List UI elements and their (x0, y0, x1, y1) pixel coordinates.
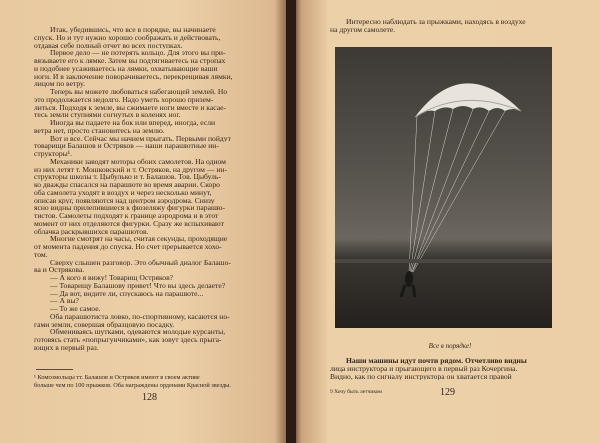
text-line: ноги. И в заключение поворачиваетесь, перекрещивая лямки, (34, 72, 233, 81)
page-number-left: 128 (142, 392, 157, 403)
text-line: структоры школы т. Цыбулько и т. Балашов. Тов. Цыбуль- (34, 173, 221, 181)
text-line: это продолжается недолго. Надо уметь хорошо призем- (34, 95, 214, 104)
text-line: облачка раскрывшихся парашютов. (34, 227, 149, 236)
text-line: из них летят т. Мошковский и т. Остряков, на другом — ин- (34, 165, 228, 174)
text-line: Вот и все. Сейчас мы начнем прыгать. Первыми пойдут (50, 134, 231, 143)
text-line: тистов. Самолеты подходят к границе аэродрома и в этот (34, 212, 219, 220)
text-line: отдавая себе полный отчет во всех поступках. (34, 41, 183, 50)
text-line: Итак, убедившись, что все в порядке, вы начинаете (50, 26, 216, 34)
text-line: Обмениваясь шутками, одеваются молодые курсанты, (50, 328, 226, 336)
text-line: спуск. Но и тут нужно хорошо соображать и действовать, (34, 33, 221, 42)
text-line: — То же самое. (50, 305, 101, 313)
text-line: Механики заводят моторы обоих самолетов. На одном (50, 157, 226, 166)
parachutist-photo (335, 47, 552, 328)
text-line: ющих в первый раз. (34, 343, 99, 352)
text-line: на другом самолете. (330, 25, 396, 34)
text-line: оба самолета уходят в воздух и через несколько минут, (34, 188, 212, 197)
text-line: Многие смотрят на часы, считая секунды, проходящие (50, 235, 228, 243)
text-line: литься. Подходя к земле, вы сжимаете ноги вместе и касае- (34, 103, 226, 112)
text-line: Иногда вы падаете на бок или вперед, иногда, если (50, 119, 216, 127)
text-line: лица инструктора и прыгающего в первый раз Кочергина. (330, 364, 518, 373)
text-line: — Товарищу Балашову привет! Что вы здесь делаете? (50, 281, 226, 290)
photo-caption: Все в порядке! (428, 342, 472, 350)
text-line: ко дважды спасался на парашюте во время аварии. Скоро (34, 181, 220, 189)
text-line: ясно видны прилепившиеся к фюзеляжу фигурки парашю- (34, 204, 226, 212)
text-line: момент от них отделяются фигурки. Сразу же вспыхивают (34, 219, 224, 228)
text-line: от момента падения до спуска. Но счет прерывается хохо- (34, 243, 222, 251)
page-number-right: 129 (440, 387, 455, 398)
text-line: — Да вот, видите ли, спускаюсь на парашюте... (50, 289, 204, 298)
footnote-line: больше чем по 100 прыжков. Оба награждены орденами Красной звезды. (34, 381, 231, 389)
text-line: структоры¹. (34, 150, 72, 158)
text-line: Теперь вы можете любоваться набегающей землей. Но (50, 88, 228, 96)
text-line: Первое дело — не потерять кольцо. Для этого вы при- (50, 49, 226, 57)
text-line: Сверху слышен разговор. Это обычный диалог Балашо- (50, 258, 231, 267)
text-line: вязываете его к лямке. Затем вы подтягиваетесь на стропах (34, 57, 226, 65)
footnote-divider (36, 369, 73, 370)
text-line: гами земли, совершая образцовую посадку. (34, 320, 175, 329)
text-line: товарищи Балашов и Остряков — наши парашютные ин- (34, 142, 219, 150)
text-line: Интересно наблюдать за прыжками, находясь в воздухе (346, 18, 526, 26)
text-line: ветра нет, просто становитесь на землю. (34, 126, 165, 135)
right-page-intro-text (330, 18, 562, 34)
text-line: том. (34, 250, 48, 259)
text-line: тесь земли ступнями согнутых в коленях ног. (34, 111, 181, 119)
footnote-line: ¹ Комсомольцы тт. Балашов и Остряков имеют в своем активе (34, 374, 200, 381)
book-gutter (286, 0, 296, 443)
text-line: описав круг, появляются над центром аэродрома. Снизу (34, 196, 215, 205)
text-line: Видно, как по сигналу инструктора он хватается правой (330, 372, 512, 381)
right-page-body-text (330, 357, 562, 380)
text-line: и подобнее усаживаетесь на лямки, охватывающие ваши (34, 64, 218, 73)
text-line: — А кого я вижу! Товарищ Остряков? (50, 274, 174, 282)
signature-mark: 9 Хочу быть летчиком (330, 389, 382, 395)
text-line: Наши машины идут почти рядом. Отчетливо видны (346, 357, 527, 365)
footnote (34, 374, 266, 389)
text-line: ва и Острякова. (34, 266, 85, 274)
text-line: — А вы? (50, 297, 79, 305)
text-line: лицом по ветру. (34, 80, 85, 88)
parachute-illustration (335, 47, 552, 328)
left-page-body-text (34, 26, 266, 352)
text-line: Оба парашютиста ловко, по-спортивному, касаются но- (50, 312, 230, 321)
text-line: готовясь стать «попрыгунчиками», как зовут здесь прыга- (34, 336, 222, 344)
